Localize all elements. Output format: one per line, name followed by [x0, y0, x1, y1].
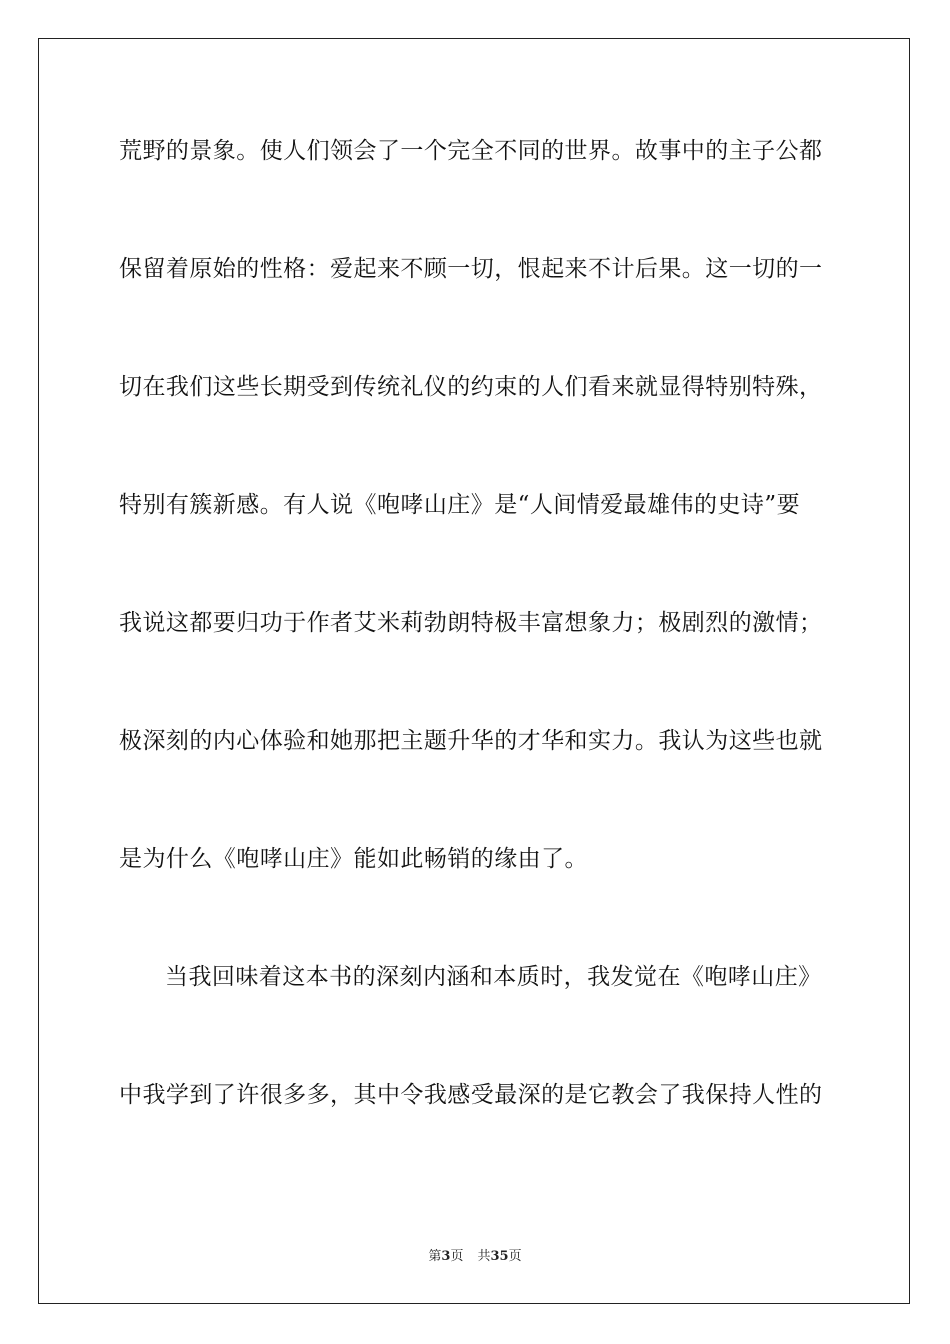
text-line: 我说这都要归功于作者艾米莉勃朗特极丰富想象力；极剧烈的激情； — [119, 610, 823, 636]
total-prefix: 共 — [477, 1249, 491, 1264]
total-pages: 35 — [490, 1249, 509, 1264]
page-footer — [0, 1248, 950, 1266]
text-line: 中我学到了许很多多，其中令我感受最深的是它教会了我保持人性的 — [119, 1082, 823, 1108]
page-prefix: 第 — [428, 1249, 442, 1264]
page-number: 3 — [441, 1249, 451, 1264]
text-line: 保留着原始的性格：爱起来不顾一切，恨起来不计后果。这一切的一 — [119, 256, 823, 282]
document-body — [119, 124, 833, 1186]
text-line: 荒野的景象。使人们领会了一个完全不同的世界。故事中的主子公都 — [119, 138, 823, 164]
page-suffix: 页 — [450, 1249, 464, 1264]
text-line: 切在我们这些长期受到传统礼仪的约束的人们看来就显得特别特殊， — [119, 374, 823, 400]
text-line: 是为什么《咆哮山庄》能如此畅销的缘由了。 — [119, 846, 588, 872]
total-suffix: 页 — [508, 1249, 522, 1264]
text-line: 特别有簇新感。有人说《咆哮山庄》是“人间情爱最雄伟的史诗”要 — [119, 492, 801, 518]
paragraph-start-line: 当我回味着这本书的深刻内涵和本质时，我发觉在《咆哮山庄》 — [165, 964, 822, 990]
text-line: 极深刻的内心体验和她那把主题升华的才华和实力。我认为这些也就 — [119, 728, 823, 754]
